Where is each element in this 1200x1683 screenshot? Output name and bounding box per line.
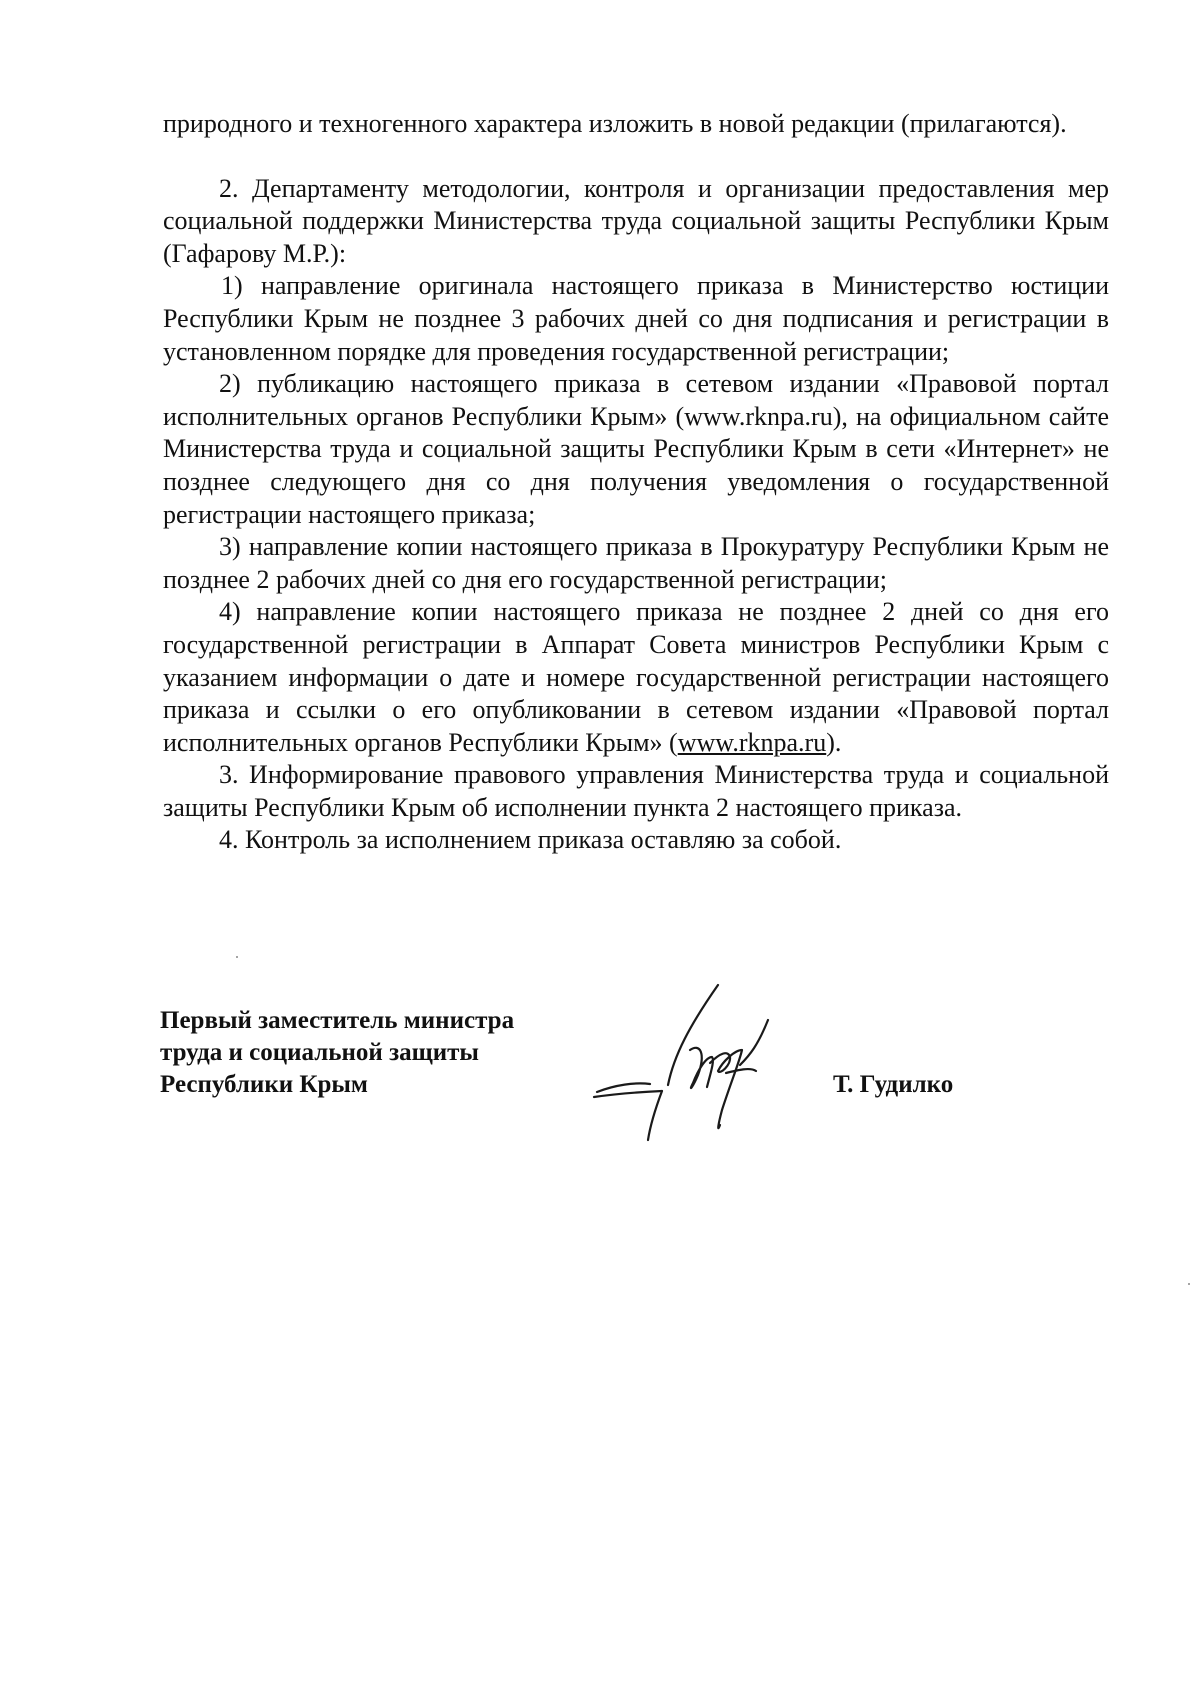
paragraph-subitem-2: 2) публикацию настоящего приказа в сетевом издании «Правовой портал исполнительных органов Республики Крым» (www.rknpa.ru), на официальном сайте Министерства труда и социальной защиты Республики Крым в сети «Интернет» не позднее следующего дня со дня получения уведомления о государственной регистрации настоящего приказа; — [163, 369, 1109, 529]
subitem-4-open-paren: ( — [662, 727, 678, 757]
signatory-name: Т. Гудилко — [833, 1071, 954, 1098]
paragraph-intro: природного и техногенного характера изложить в новой редакции (прилагаются). — [163, 109, 1067, 138]
scan-artifact — [1188, 1283, 1190, 1285]
paragraph-subitem-4 — [163, 596, 1109, 759]
paragraph-item-4: 4. Контроль за исполнением приказа оставляю за собой. — [219, 825, 842, 855]
scan-artifact — [236, 956, 238, 958]
subitem-4-close-paren: ). — [826, 727, 842, 757]
position-line-1: Первый заместитель министра — [160, 1007, 515, 1034]
paragraph-subitem-3: 3) направление копии настоящего приказа в Прокуратуру Республики Крым не позднее 2 рабочих дней со дня его государственной регистрации; — [163, 532, 1109, 594]
paragraph-item-3: 3. Информирование правового управления Министерства труда и социальной защиты Республики Крым об исполнении пункта 2 настоящего приказа. — [163, 760, 1109, 822]
paragraph-subitem-1: 1) направление оригинала настоящего приказа в Министерство юстиции Республики Крым не позднее 3 рабочих дней со дня подписания и регистрации в установленном порядке для проведения государственной регистрации; — [163, 271, 1109, 366]
rknpa-link[interactable]: www.rknpa.ru — [677, 727, 827, 757]
handwritten-signature — [590, 975, 790, 1145]
paragraph-item-2: 2. Департаменту методологии, контроля и организации предоставления мер социальной поддержки Министерства труда социальной защиты Республики Крым (Гафарову М.Р.): — [163, 173, 1109, 268]
position-line-2: труда и социальной защиты — [160, 1039, 479, 1066]
subitem-4-text: 4) направление копии настоящего приказа не позднее 2 дней со дня его государственной регистрации в Аппарат Совета министров Республики Крым с указанием информации о дате и номере государственной регистрации настоящего приказа и ссылки о его опубликовании в сетевом издании «Правовой портал исполнительных органов Республики Крым» — [163, 597, 1109, 757]
signatory-position — [160, 1005, 620, 1101]
position-line-3: Республики Крым — [160, 1071, 368, 1098]
document-body — [163, 108, 1109, 857]
